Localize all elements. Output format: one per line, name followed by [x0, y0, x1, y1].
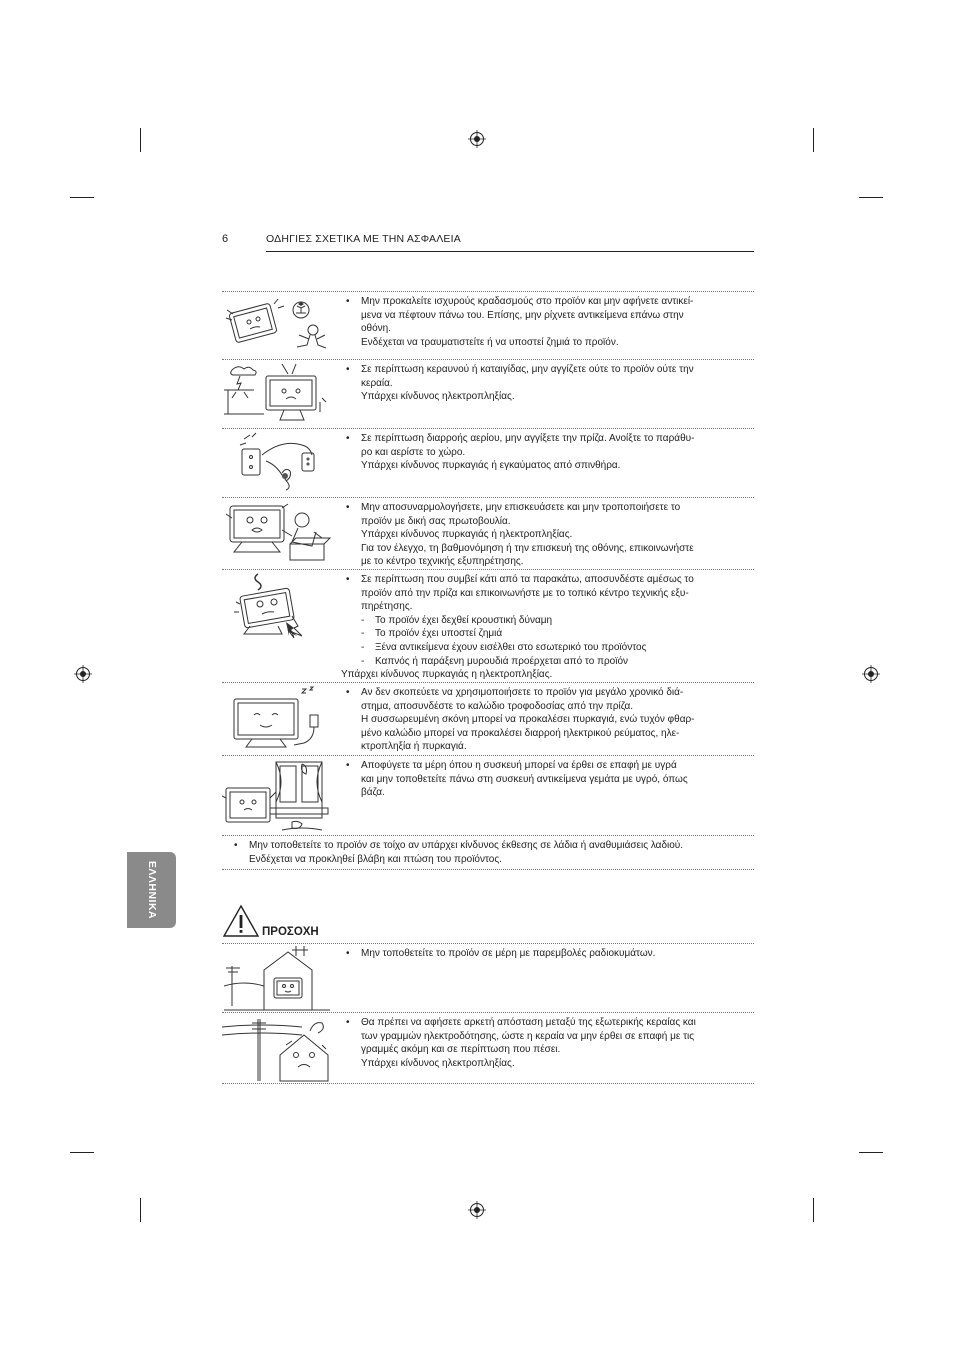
warning-row: [222, 755, 754, 836]
warning-row: [222, 682, 754, 756]
language-tab-label: ΕΛΛΗΝΙΚΑ: [145, 860, 158, 920]
list-item: - Ξένα αντικείμενα έχουν εισέλθει στο εσωτερικό του προϊόντος: [361, 641, 746, 655]
water-liquids-illustration-icon: [222, 758, 332, 836]
warning-text: • Σε περίπτωση που συμβεί κάτι από τα παρακάτω, αποσυνδέστε αμέσως το προϊόν από την πρίζα και επικοινωνήστε με το τοπικό κέντρο τεχνικής εξυ- πηρέτησης.: [346, 573, 746, 614]
caution-label: ΠΡΟΣΟΧΗ: [262, 926, 319, 938]
page-number: 6: [222, 233, 229, 245]
crop-mark: [859, 1152, 883, 1153]
warning-text: • Μην τοποθετείτε το προϊόν σε μέρη με παρεμβολές ραδιοκυμάτων.: [346, 947, 746, 961]
gas-leak-plug-illustration-icon: [222, 431, 332, 495]
antenna-powerline-illustration-icon: [222, 1015, 332, 1083]
warning-text: • Σε περίπτωση διαρροής αερίου, μην αγγίξετε την πρίζα. Ανοίξτε το παράθυ- ρο και αερίστε το χώρο. Υπάρχει κίνδυνος πυρκαγιάς ή εγκαύματος από σπινθήρα.: [346, 432, 746, 473]
tv-impact-illustration-icon: [222, 294, 332, 358]
section-title: ΟΔΗΓΙΕΣ ΣΧΕΤΙΚΑ ΜΕ ΤΗΝ ΑΣΦΑΛΕΙΑ: [266, 233, 461, 245]
list-item: - Το προϊόν έχει δεχθεί κρουστική δύναμη: [361, 614, 746, 628]
registration-mark-icon: [862, 665, 880, 683]
caution-row: [222, 1012, 754, 1084]
list-item: - Το προϊόν έχει υποστεί ζημιά: [361, 627, 746, 641]
crop-mark: [859, 197, 883, 198]
warning-triangle-icon: [222, 904, 260, 938]
warning-row: [222, 359, 754, 429]
crop-mark: [813, 1198, 814, 1222]
crop-mark: [70, 1152, 94, 1153]
unplug-long-absence-illustration-icon: [222, 685, 332, 753]
disassembly-illustration-icon: [222, 500, 332, 564]
radio-interference-illustration-icon: [222, 946, 332, 1014]
warning-text: • Θα πρέπει να αφήσετε αρκετή απόσταση μεταξύ της εξωτερικής κεραίας και των γραμμών ηλεκτροδότησης, ώστε η κεραία να μην έρθει σε επαφή με τις γραμμές ακόμη και σε περίπτωση που πέσει. Υπάρχει κίνδυνος ηλεκτροπληξίας.: [346, 1016, 746, 1070]
registration-mark-icon: [468, 1201, 486, 1219]
warning-row: [222, 291, 754, 360]
lightning-storm-illustration-icon: [222, 362, 332, 426]
caution-row: [222, 943, 754, 1013]
crop-mark: [140, 1198, 141, 1222]
crop-mark: [70, 197, 94, 198]
registration-mark-icon: [74, 665, 92, 683]
warning-text: • Μην τοποθετείτε το προϊόν σε τοίχο αν υπάρχει κίνδυνος έκθεσης σε λάδια ή αναθυμιάσεις λαδιού. Ενδέχεται να προκληθεί βλάβη και πτώση του προϊόντος.: [234, 839, 754, 866]
caution-heading: [222, 904, 362, 940]
warning-text: Υπάρχει κίνδυνος πυρκαγιάς η ηλεκτροπληξίας.: [341, 669, 553, 681]
crop-mark: [813, 128, 814, 152]
warning-text: • Αποφύγετε τα μέρη όπου η συσκευή μπορεί να έρθει σε επαφή με υγρά και μην τοποθετείτε πάνω στη συσκευή αντικείμενα γεμάτα με υγρό, όπως βάζα.: [346, 759, 746, 800]
warning-row-full: [222, 835, 754, 870]
warning-text: • Μην προκαλείτε ισχυρούς κραδασμούς στο προϊόν και μην αφήνετε αντικεί- μενα να πέφτουν πάνω του. Επίσης, μην ρίχνετε αντικείμενα επάνω στην οθόνη. Ενδέχεται να τραυματιστείτε ή να υποστεί ζημιά το προϊόν.: [346, 295, 746, 349]
header-rule: [266, 251, 754, 252]
warning-text: • Μην αποσυναρμολογήσετε, μην επισκευάσετε και μην τροποποιήσετε το προϊόν με δική σας πρωτοβουλία. Υπάρχει κίνδυνος πυρκαγιάς ή ηλεκτροπληξίας. Για τον έλεγχο, τη βαθμονόμηση ή την επισκευή της οθόνης, επικοινωνήστε με το κέντρο τεχνικής εξυπηρέτησης.: [346, 501, 746, 569]
warning-text: • Αν δεν σκοπεύετε να χρησιμοποιήσετε το προϊόν για μεγάλο χρονικό διά- στημα, αποσυνδέστε το καλώδιο τροφοδοσίας από την πρίζα. Η συσσωρευμένη σκόνη μπορεί να προκαλέσει πυρκαγιά, ενώ τυχόν φθαρ- μένο καλώδιο μπορεί να προκαλέσει διαρροή ηλεκτρικού ρεύματος, ηλε- κτροπληξία ή πυρκαγιά.: [346, 686, 746, 754]
registration-mark-icon: [468, 130, 486, 148]
warning-row: [222, 497, 754, 570]
warning-row: [222, 569, 754, 683]
language-tab: [127, 852, 176, 928]
crop-mark: [140, 128, 141, 152]
warning-text: • Σε περίπτωση κεραυνού ή καταιγίδας, μην αγγίζετε ούτε το προϊόν ούτε την κεραία. Υπάρχει κίνδυνος ηλεκτροπληξίας.: [346, 363, 746, 404]
list-item: - Καπνός ή παράξενη μυρουδιά προέρχεται από το προϊόν: [361, 655, 746, 669]
warning-row: [222, 428, 754, 498]
damaged-tv-smoke-illustration-icon: [222, 572, 332, 644]
